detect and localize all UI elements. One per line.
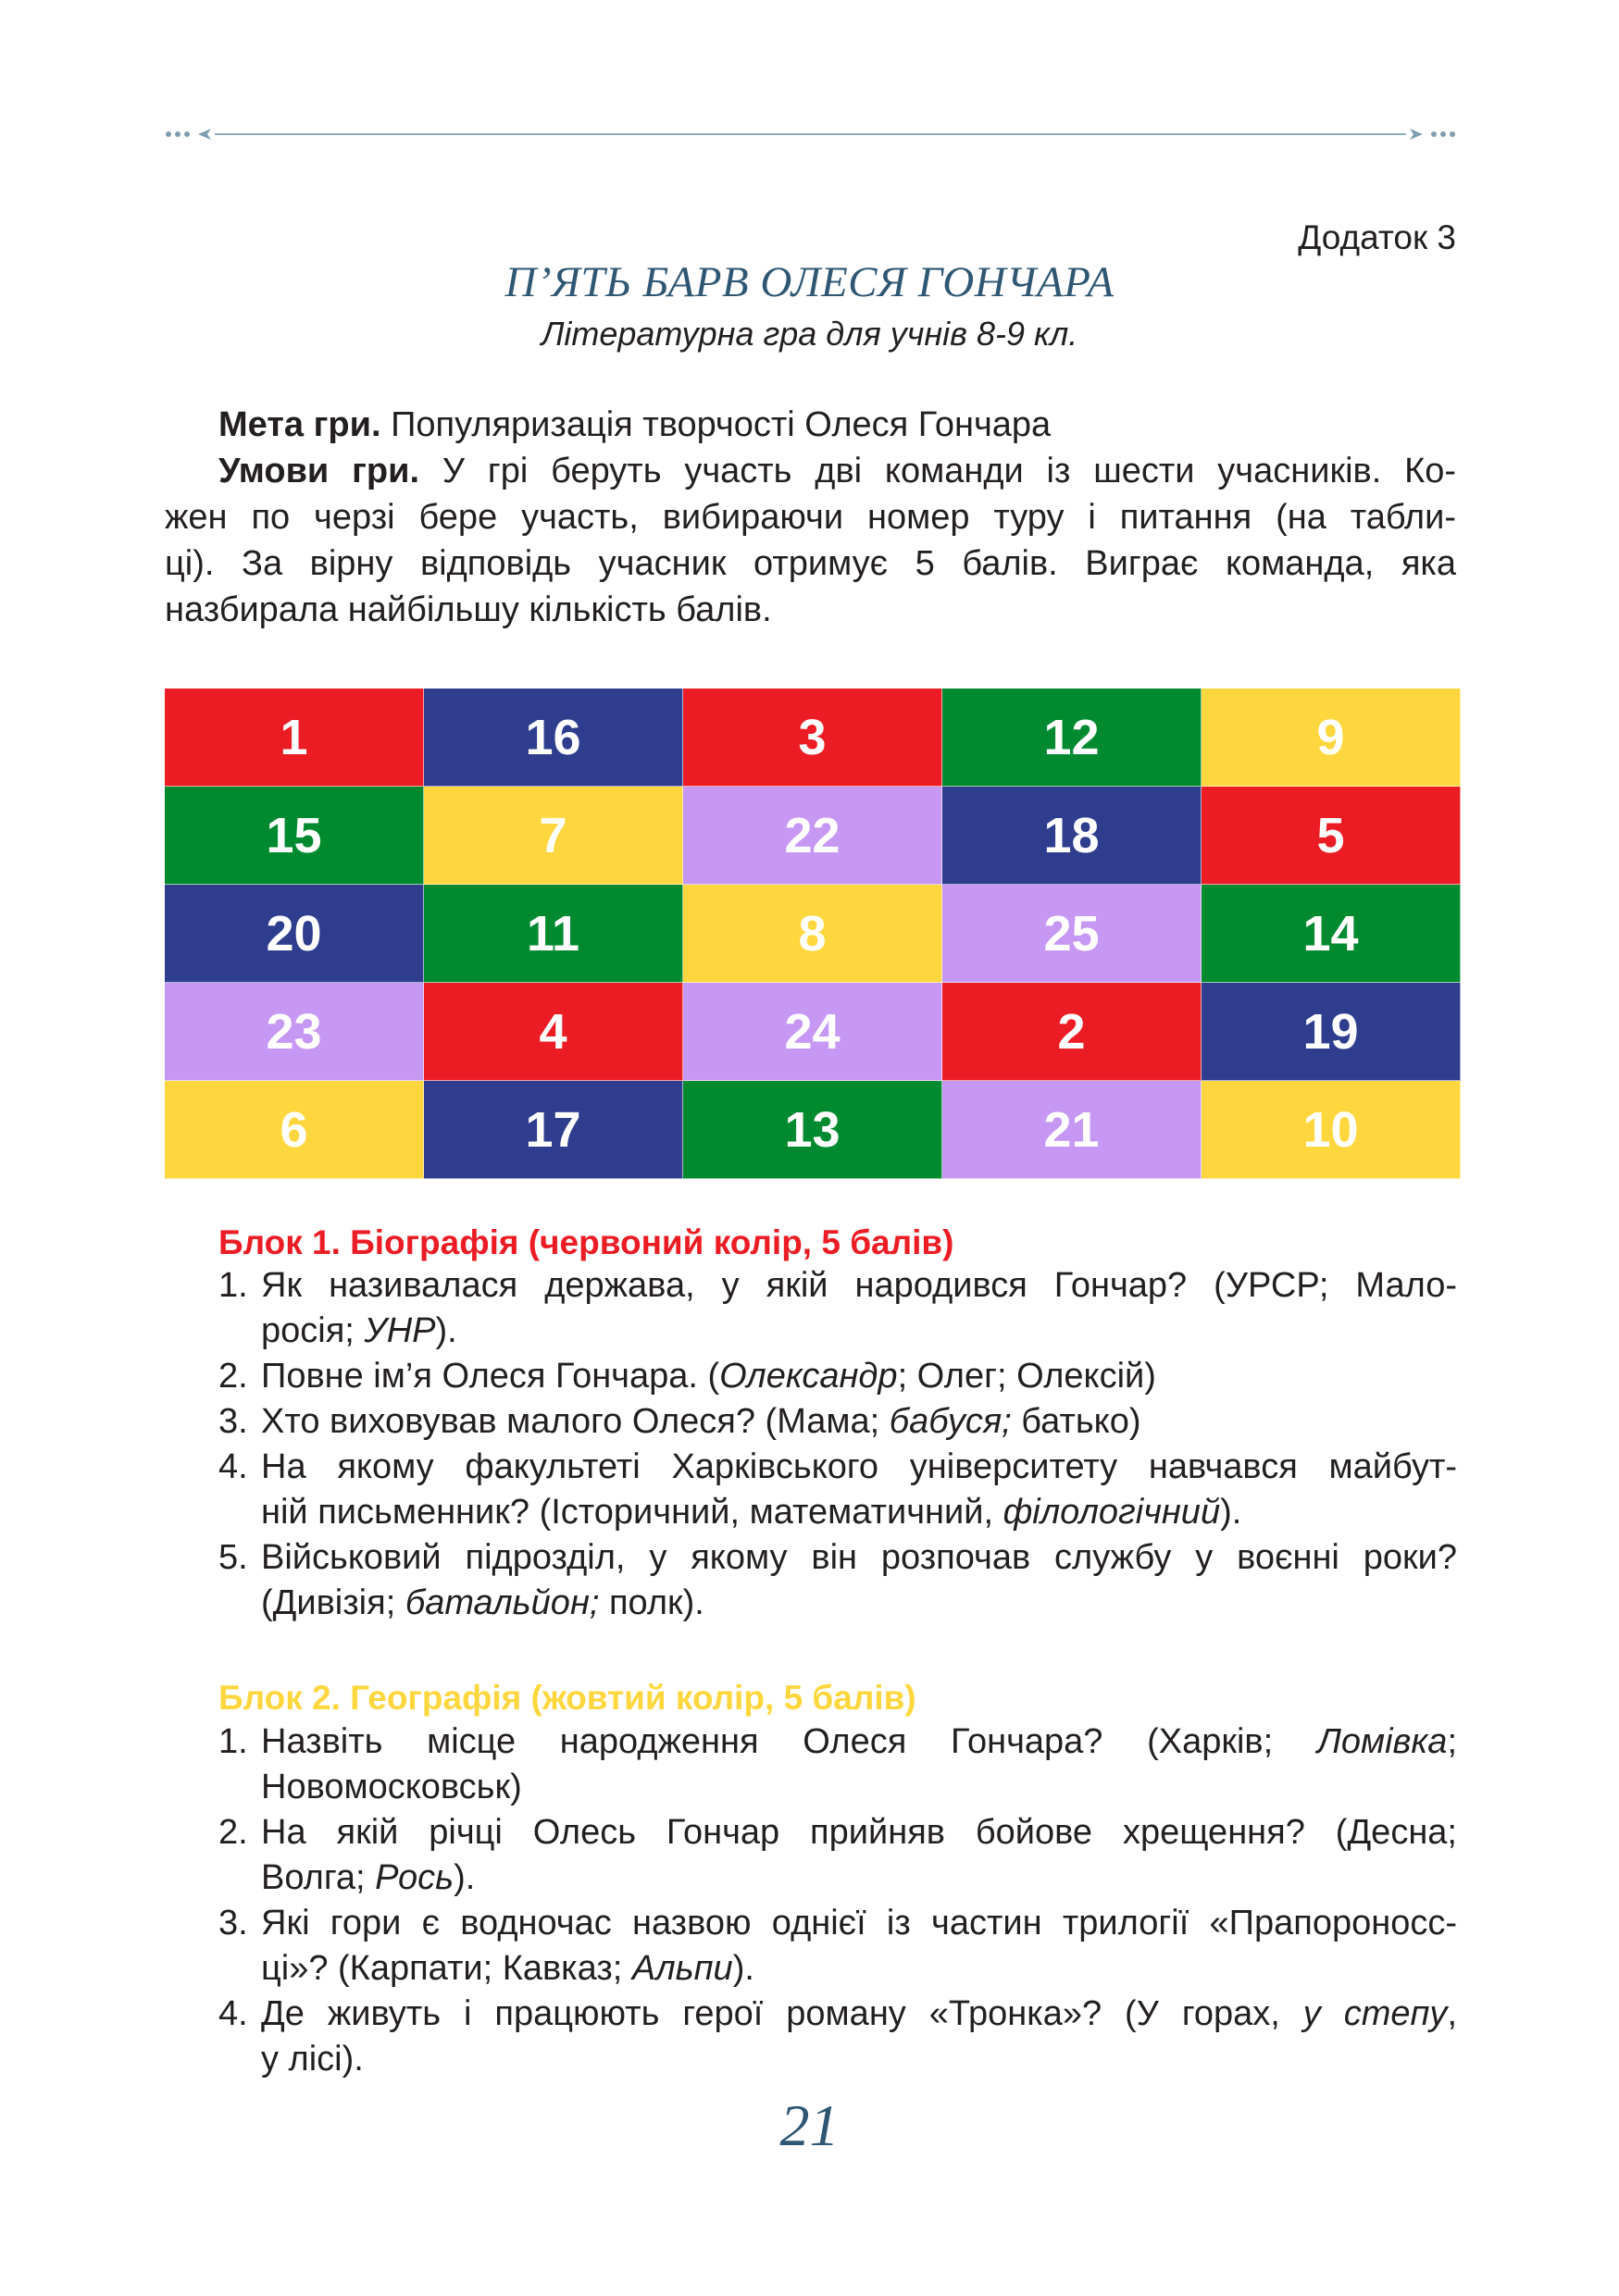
grid-cell-18: 18 bbox=[942, 787, 1202, 885]
list-item: 3. Які гори є водночас назвою однієї із частин трилогії «Прапороносс- ці»? (Карпати; Кавказ; Альпи). bbox=[218, 1904, 1457, 1988]
grid-cell-5: 5 bbox=[1202, 787, 1461, 885]
page-number: 21 bbox=[779, 2092, 840, 2158]
grid-cell-10: 10 bbox=[1202, 1081, 1461, 1179]
block-1-questions bbox=[218, 1263, 1457, 1626]
list-item: 2. На якій річці Олесь Гончар прийняв бойове хрещення? (Десна; Волга; Рось). bbox=[218, 1813, 1457, 1897]
grid-cell-4: 4 bbox=[424, 983, 683, 1081]
intro-section bbox=[165, 402, 1456, 633]
appendix-label: Додаток 3 bbox=[1298, 218, 1456, 256]
grid-cell-12: 12 bbox=[942, 689, 1202, 787]
rules-line-1: Умови гри. У грі беруть участь дві команди із шести учасників. Ко- bbox=[218, 452, 1456, 490]
grid-cell-17: 17 bbox=[424, 1081, 683, 1179]
grid-cell-24: 24 bbox=[683, 983, 942, 1081]
list-item: 4. Де живуть і працюють герої роману «Тронка»? (У горах, у степу, у лісі). bbox=[218, 1994, 1457, 2079]
list-item: 1. Назвіть місце народження Олеся Гончара? (Харків; Ломівка; Новомосковськ) bbox=[218, 1722, 1457, 1806]
rules-line-3: ці). За вірну відповідь учасник отримує 5 балів. Виграє команда, яка bbox=[165, 544, 1456, 583]
rules-line-2: жен по черзі бере участь, вибираючи номер туру і питання (на табли- bbox=[165, 498, 1456, 537]
block-2-heading: Блок 2. Географія (жовтий колір, 5 балів) bbox=[218, 1679, 916, 1717]
grid-cell-6: 6 bbox=[165, 1081, 424, 1179]
list-item: 4. На якому факультеті Харківського університету навчався майбут- ній письменник? (Історичний, математичний, філологічний). bbox=[218, 1447, 1457, 1532]
block-2-questions bbox=[218, 1719, 1457, 2082]
grid-cell-15: 15 bbox=[165, 787, 424, 885]
grid-cell-8: 8 bbox=[683, 885, 942, 983]
header-ornament bbox=[165, 120, 1456, 148]
grid-cell-7: 7 bbox=[424, 787, 683, 885]
game-number-grid bbox=[165, 689, 1461, 1179]
list-item: 5. Військовий підрозділ, у якому він розпочав службу у воєнні роки? (Дивізія; батальйон; полк). bbox=[218, 1538, 1457, 1622]
grid-cell-22: 22 bbox=[683, 787, 942, 885]
grid-cell-2: 2 bbox=[942, 983, 1202, 1081]
page-subtitle: Літературна гра для учнів 8-9 кл. bbox=[541, 315, 1078, 353]
rules-line-4: назбирала найбільшу кількість балів. bbox=[165, 590, 772, 629]
goal-label: Мета гри. bbox=[218, 405, 381, 444]
list-item: 3. Хто виховував малого Олеся? (Мама; бабуся; батько) bbox=[218, 1402, 1141, 1441]
grid-cell-13: 13 bbox=[683, 1081, 942, 1179]
grid-cell-11: 11 bbox=[424, 885, 683, 983]
grid-cell-1: 1 bbox=[165, 689, 424, 787]
rules-label: Умови гри. bbox=[218, 452, 420, 490]
grid-cell-19: 19 bbox=[1202, 983, 1461, 1081]
grid-cell-14: 14 bbox=[1202, 885, 1461, 983]
grid-cell-23: 23 bbox=[165, 983, 424, 1081]
grid-cell-3: 3 bbox=[683, 689, 942, 787]
grid-cell-25: 25 bbox=[942, 885, 1202, 983]
goal-line bbox=[165, 402, 1456, 448]
block-1-heading: Блок 1. Біографія (червоний колір, 5 балів) bbox=[218, 1223, 954, 1261]
list-item: 2. Повне ім’я Олеся Гончара. (Олександр; Олег; Олексій) bbox=[218, 1357, 1156, 1396]
grid-cell-20: 20 bbox=[165, 885, 424, 983]
goal-text: Популяризація творчості Олеся Гончара bbox=[380, 405, 1052, 444]
list-item: 1. Як називалася держава, у якій народився Гончар? (УРСР; Мало- росія; УНР). bbox=[218, 1266, 1457, 1350]
page-title: П’ЯТЬ БАРВ ОЛЕСЯ ГОНЧАРА bbox=[504, 258, 1115, 306]
grid-cell-16: 16 bbox=[424, 689, 683, 787]
grid-cell-21: 21 bbox=[942, 1081, 1202, 1179]
grid-cell-9: 9 bbox=[1202, 689, 1461, 787]
